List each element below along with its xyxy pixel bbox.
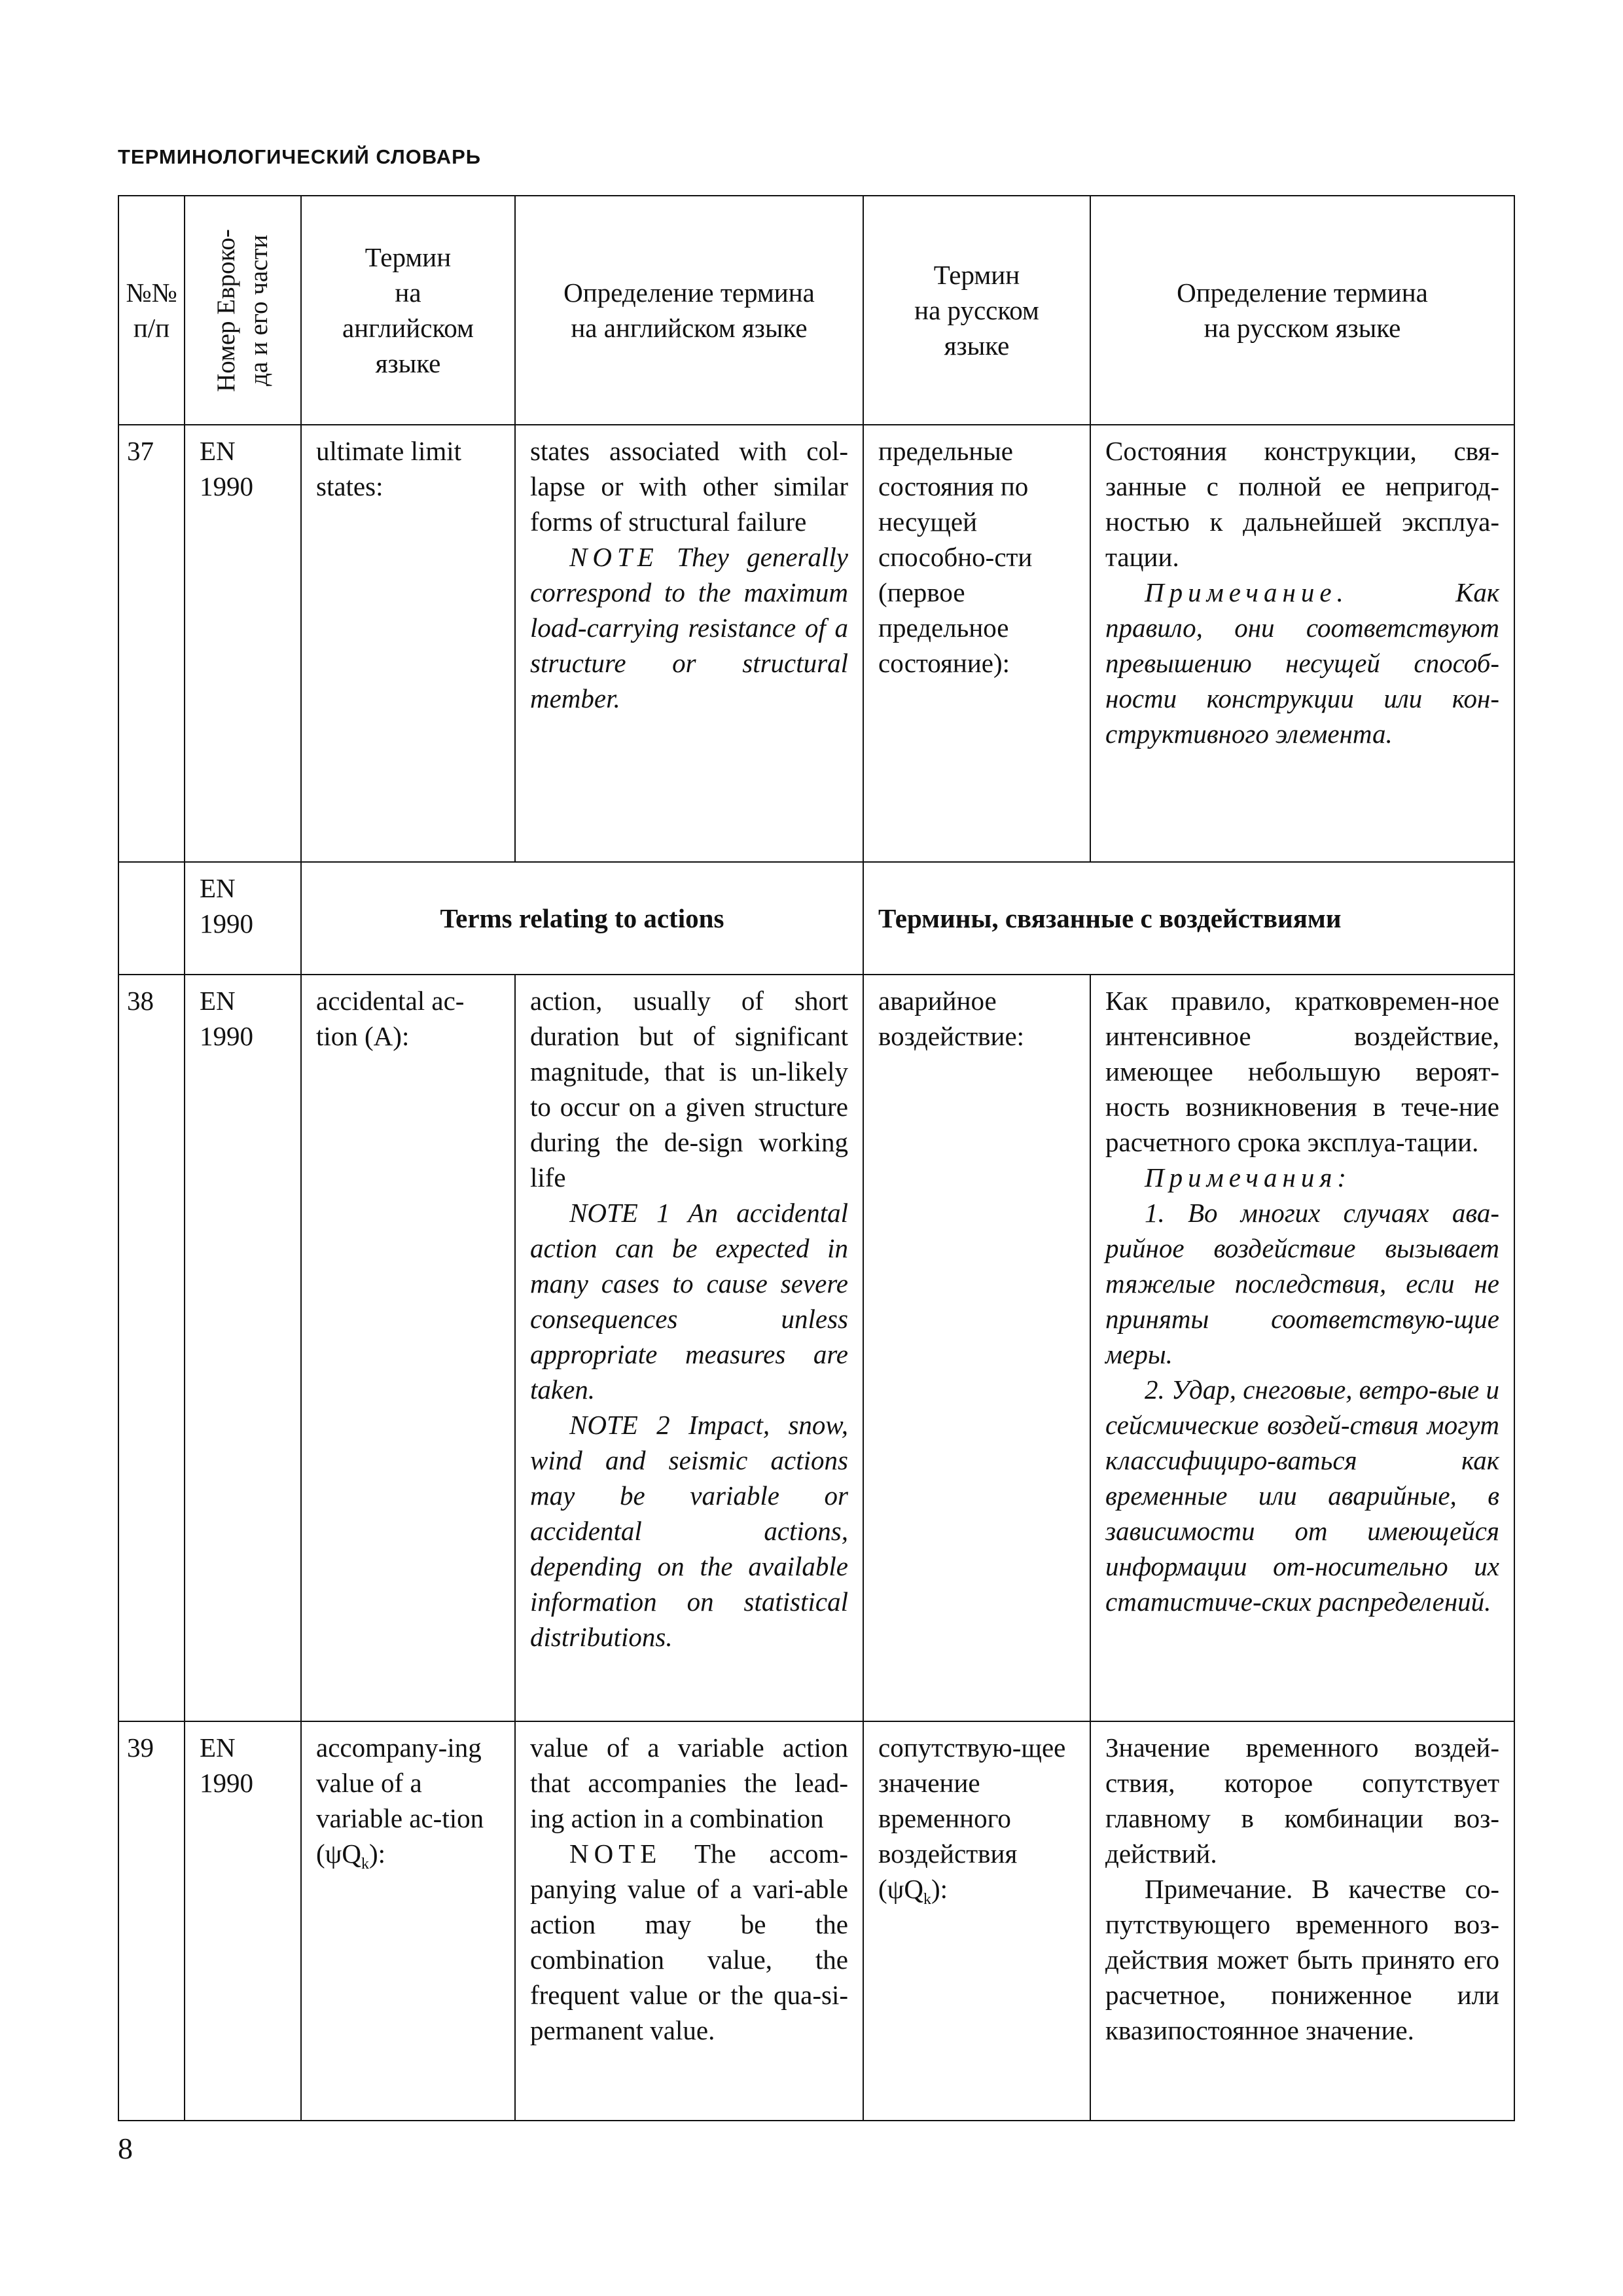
header-eurocode [185, 196, 301, 425]
running-head: ТЕРМИНОЛОГИЧЕСКИЙ СЛОВАРЬ [118, 145, 482, 168]
row-code: EN 1990 [185, 425, 301, 862]
row-code: EN 1990 [185, 975, 301, 1721]
header-eurocode-text: Номер Евроко- да и его части [212, 228, 273, 392]
term-en: accidental ac-tion (A): [301, 975, 515, 1721]
definition-en: states associated with col-lapse or with other similar forms of structural failure NOTE They generally correspond to the maximum load-carrying resistance of a structure or structural member. [515, 425, 863, 862]
definition-ru: Как правило, кратковремен-ное интенсивное воздействие, имеющее небольшую вероят-ность возникновения в тече-ние расчетного срока эксплуа-тации. Примечания: 1. Во многих случаях ава-рийное воздействие вызывает тяжелые последствия, если не приняты соответствую-щие меры. 2. Удар, снеговые, ветро-вые и сейсмические воздей-ствия могут классифициро-ваться как временные или аварийные, в зависимости от имеющейся информации от-носительно их статистиче-ских распределений. [1090, 975, 1514, 1721]
notes-label-ru: Примечания: [1145, 1162, 1352, 1193]
section-title-ru: Термины, связанные с воздействиями [863, 862, 1514, 975]
header-def-en: Определение термина на английском языке [515, 196, 863, 425]
note-ru: Примечание. Как правило, они соответствуют превышению несущей способ-ности конструкции или кон-структивного элемента. [1105, 577, 1499, 749]
term-en: ultimate limit states: [301, 425, 515, 862]
row-number: 38 [118, 975, 185, 1721]
note-ru: Примечание. В качестве со-путствующего временного воз-действия может быть принято его расчетное, пониженное или квазипостоянное значение. [1105, 1874, 1499, 2045]
table-row [118, 1721, 1514, 2121]
section-row [118, 862, 1514, 975]
term-ru: сопутствую-щее значение временного воздействия $(\psi Q_k)$: [863, 1721, 1090, 2121]
term-ru: аварийное воздействие: [863, 975, 1090, 1721]
row-number: 39 [118, 1721, 185, 2121]
note-en-2: NOTE 2 Impact, snow, wind and seismic actions may be variable or accidental actions, depending on the available information on statistical distributions. [530, 1410, 848, 1652]
header-number: №№ п/п [118, 196, 185, 425]
row-code: EN 1990 [185, 1721, 301, 2121]
row-number: 37 [118, 425, 185, 862]
table-row [118, 975, 1514, 1721]
note-en-1: NOTE 1 An accidental action can be expected in many cases to cause severe consequences unless appropriate measures are taken. [530, 1198, 848, 1405]
note-ru-2: 2. Удар, снеговые, ветро-вые и сейсмические воздей-ствия могут классифициро-ваться как временные или аварийные, в зависимости от имеющейся информации от-носительно их статистиче-ских распределений. [1105, 1374, 1500, 1617]
section-title-en: Terms relating to actions [301, 862, 863, 975]
glossary-table [118, 195, 1515, 2121]
table-header-row [118, 196, 1514, 425]
note-ru-1: 1. Во многих случаях ава-рийное воздействие вызывает тяжелые последствия, если не приняты соответствую-щие меры. [1105, 1198, 1499, 1369]
term-ru: предельные состояния по несущей способно-сти (первое предельное состояние): [863, 425, 1090, 862]
note-en: NOTE The accom-panying value of a vari-able action may be the combination value, the frequent value or the qua-si-permanent value. [530, 1839, 848, 2045]
term-en: accompany-ing value of a variable ac-tion $(\psi Q_k)$: [301, 1721, 515, 2121]
table-row [118, 425, 1514, 862]
section-number [118, 862, 185, 975]
header-term-ru: Термин на русском языке [863, 196, 1090, 425]
page-number: 8 [118, 2132, 133, 2165]
note-en: NOTE They generally correspond to the maximum load-carrying resistance of a structure or structural member. [530, 542, 848, 713]
definition-en: action, usually of short duration but of significant magnitude, that is un-likely to occur on a given structure during the de-sign working life NOTE 1 An accidental action can be expected in many cases to cause severe consequences unless appropriate measures are taken. NOTE 2 Impact, snow, wind and seismic actions may be variable or accidental actions, depending on the available information on statistical distributions. [515, 975, 863, 1721]
header-term-en: Термин на английском языке [301, 196, 515, 425]
header-def-ru: Определение термина на русском языке [1090, 196, 1514, 425]
definition-ru: Значение временного воздей-ствия, которое сопутствует главному в комбинации воз-действий. Примечание. В качестве со-путствующего временного воз-действия может быть принято его расчетное, пониженное или квазипостоянное значение. [1090, 1721, 1514, 2121]
section-code: EN 1990 [185, 862, 301, 975]
definition-en: value of a variable action that accompanies the lead-ing action in a combination NOTE The accom-panying value of a vari-able action may be the combination value, the frequent value or the qua-si-permanent value. [515, 1721, 863, 2121]
definition-ru: Состояния конструкции, свя-занные с полной ее непригод-ностью к дальнейшей эксплуа-тации. Примечание. Как правило, они соответствуют превышению несущей способ-ности конструкции или кон-структивного элемента. [1090, 425, 1514, 862]
